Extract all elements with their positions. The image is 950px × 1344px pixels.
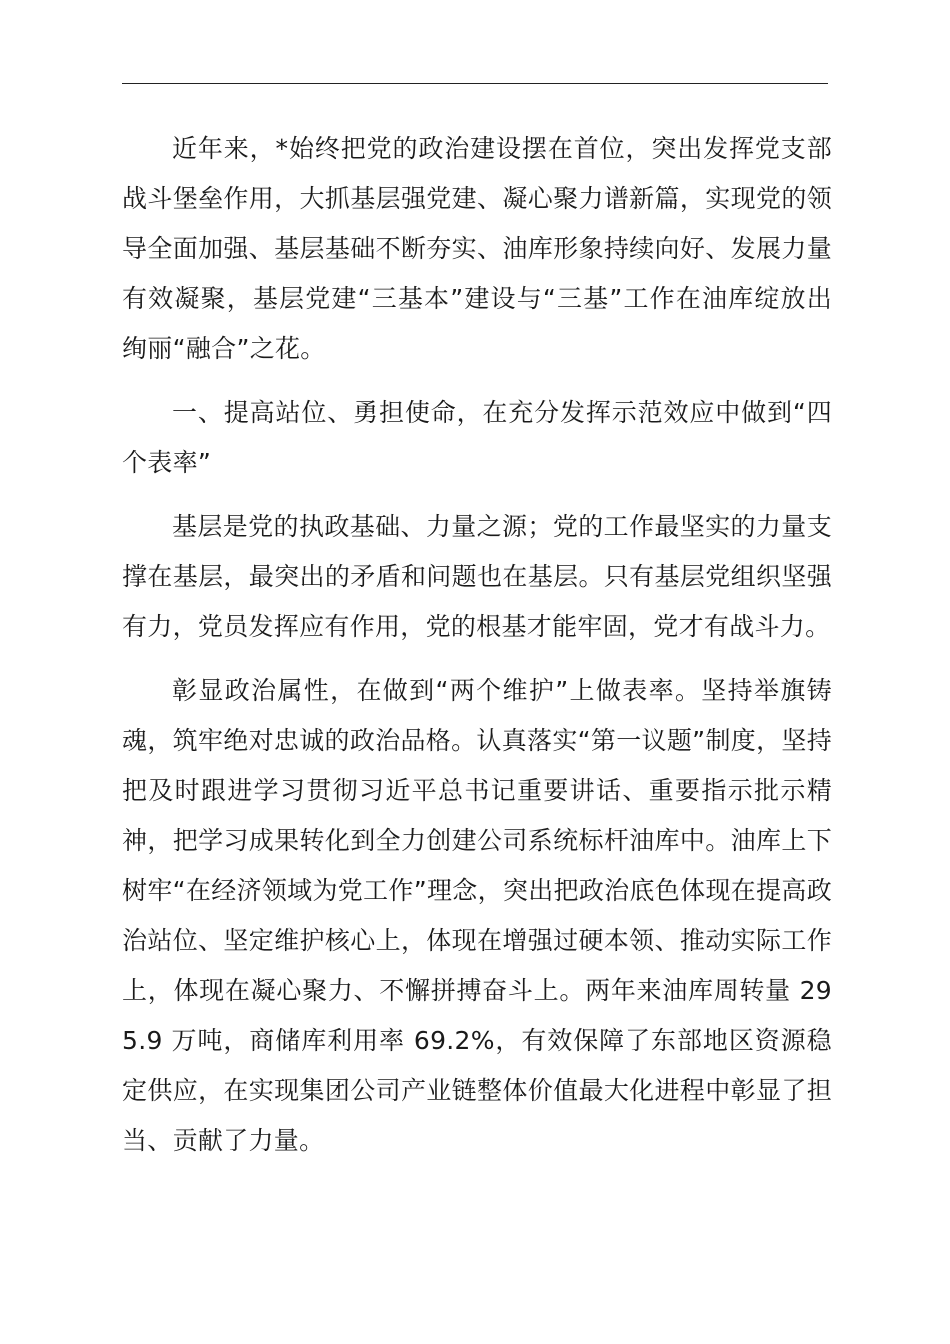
section-heading: 一、提高站位、勇担使命，在充分发挥示范效应中做到“四个表率”	[122, 398, 832, 477]
document-body	[122, 124, 832, 1166]
body-paragraph-foundation: 基层是党的执政基础、力量之源；党的工作最坚实的力量支撑在基层，最突出的矛盾和问题也在基层。只有基层党组织坚强有力，党员发挥应有作用，党的根基才能牢固，党才有战斗力。	[122, 512, 832, 641]
intro-paragraph: 近年来，*始终把党的政治建设摆在首位，突出发挥党支部战斗堡垒作用，大抓基层强党建、凝心聚力谱新篇，实现党的领导全面加强、基层基础不断夯实、油库形象持续向好、发展力量有效凝聚，基层党建“三基本”建设与“三基”工作在油库绽放出绚丽“融合”之花。	[122, 134, 832, 363]
body-paragraph-political: 彰显政治属性，在做到“两个维护”上做表率。坚持举旗铸魂，筑牢绝对忠诚的政治品格。认真落实“第一议题”制度，坚持把及时跟进学习贯彻习近平总书记重要讲话、重要指示批示精神，把学习成果转化到全力创建公司系统标杆油库中。油库上下树牢“在经济领域为党工作”理念，突出把政治底色体现在提高政治站位、坚定维护核心上，体现在增强过硬本领、推动实际工作上，体现在凝心聚力、不懈拼搏奋斗上。两年来油库周转量 295.9 万吨，商储库利用率 69.2%，有效保障了东部地区资源稳定供应，在实现集团公司产业链整体价值最大化进程中彰显了担当、贡献了力量。	[122, 676, 832, 1155]
header-rule	[122, 83, 828, 84]
